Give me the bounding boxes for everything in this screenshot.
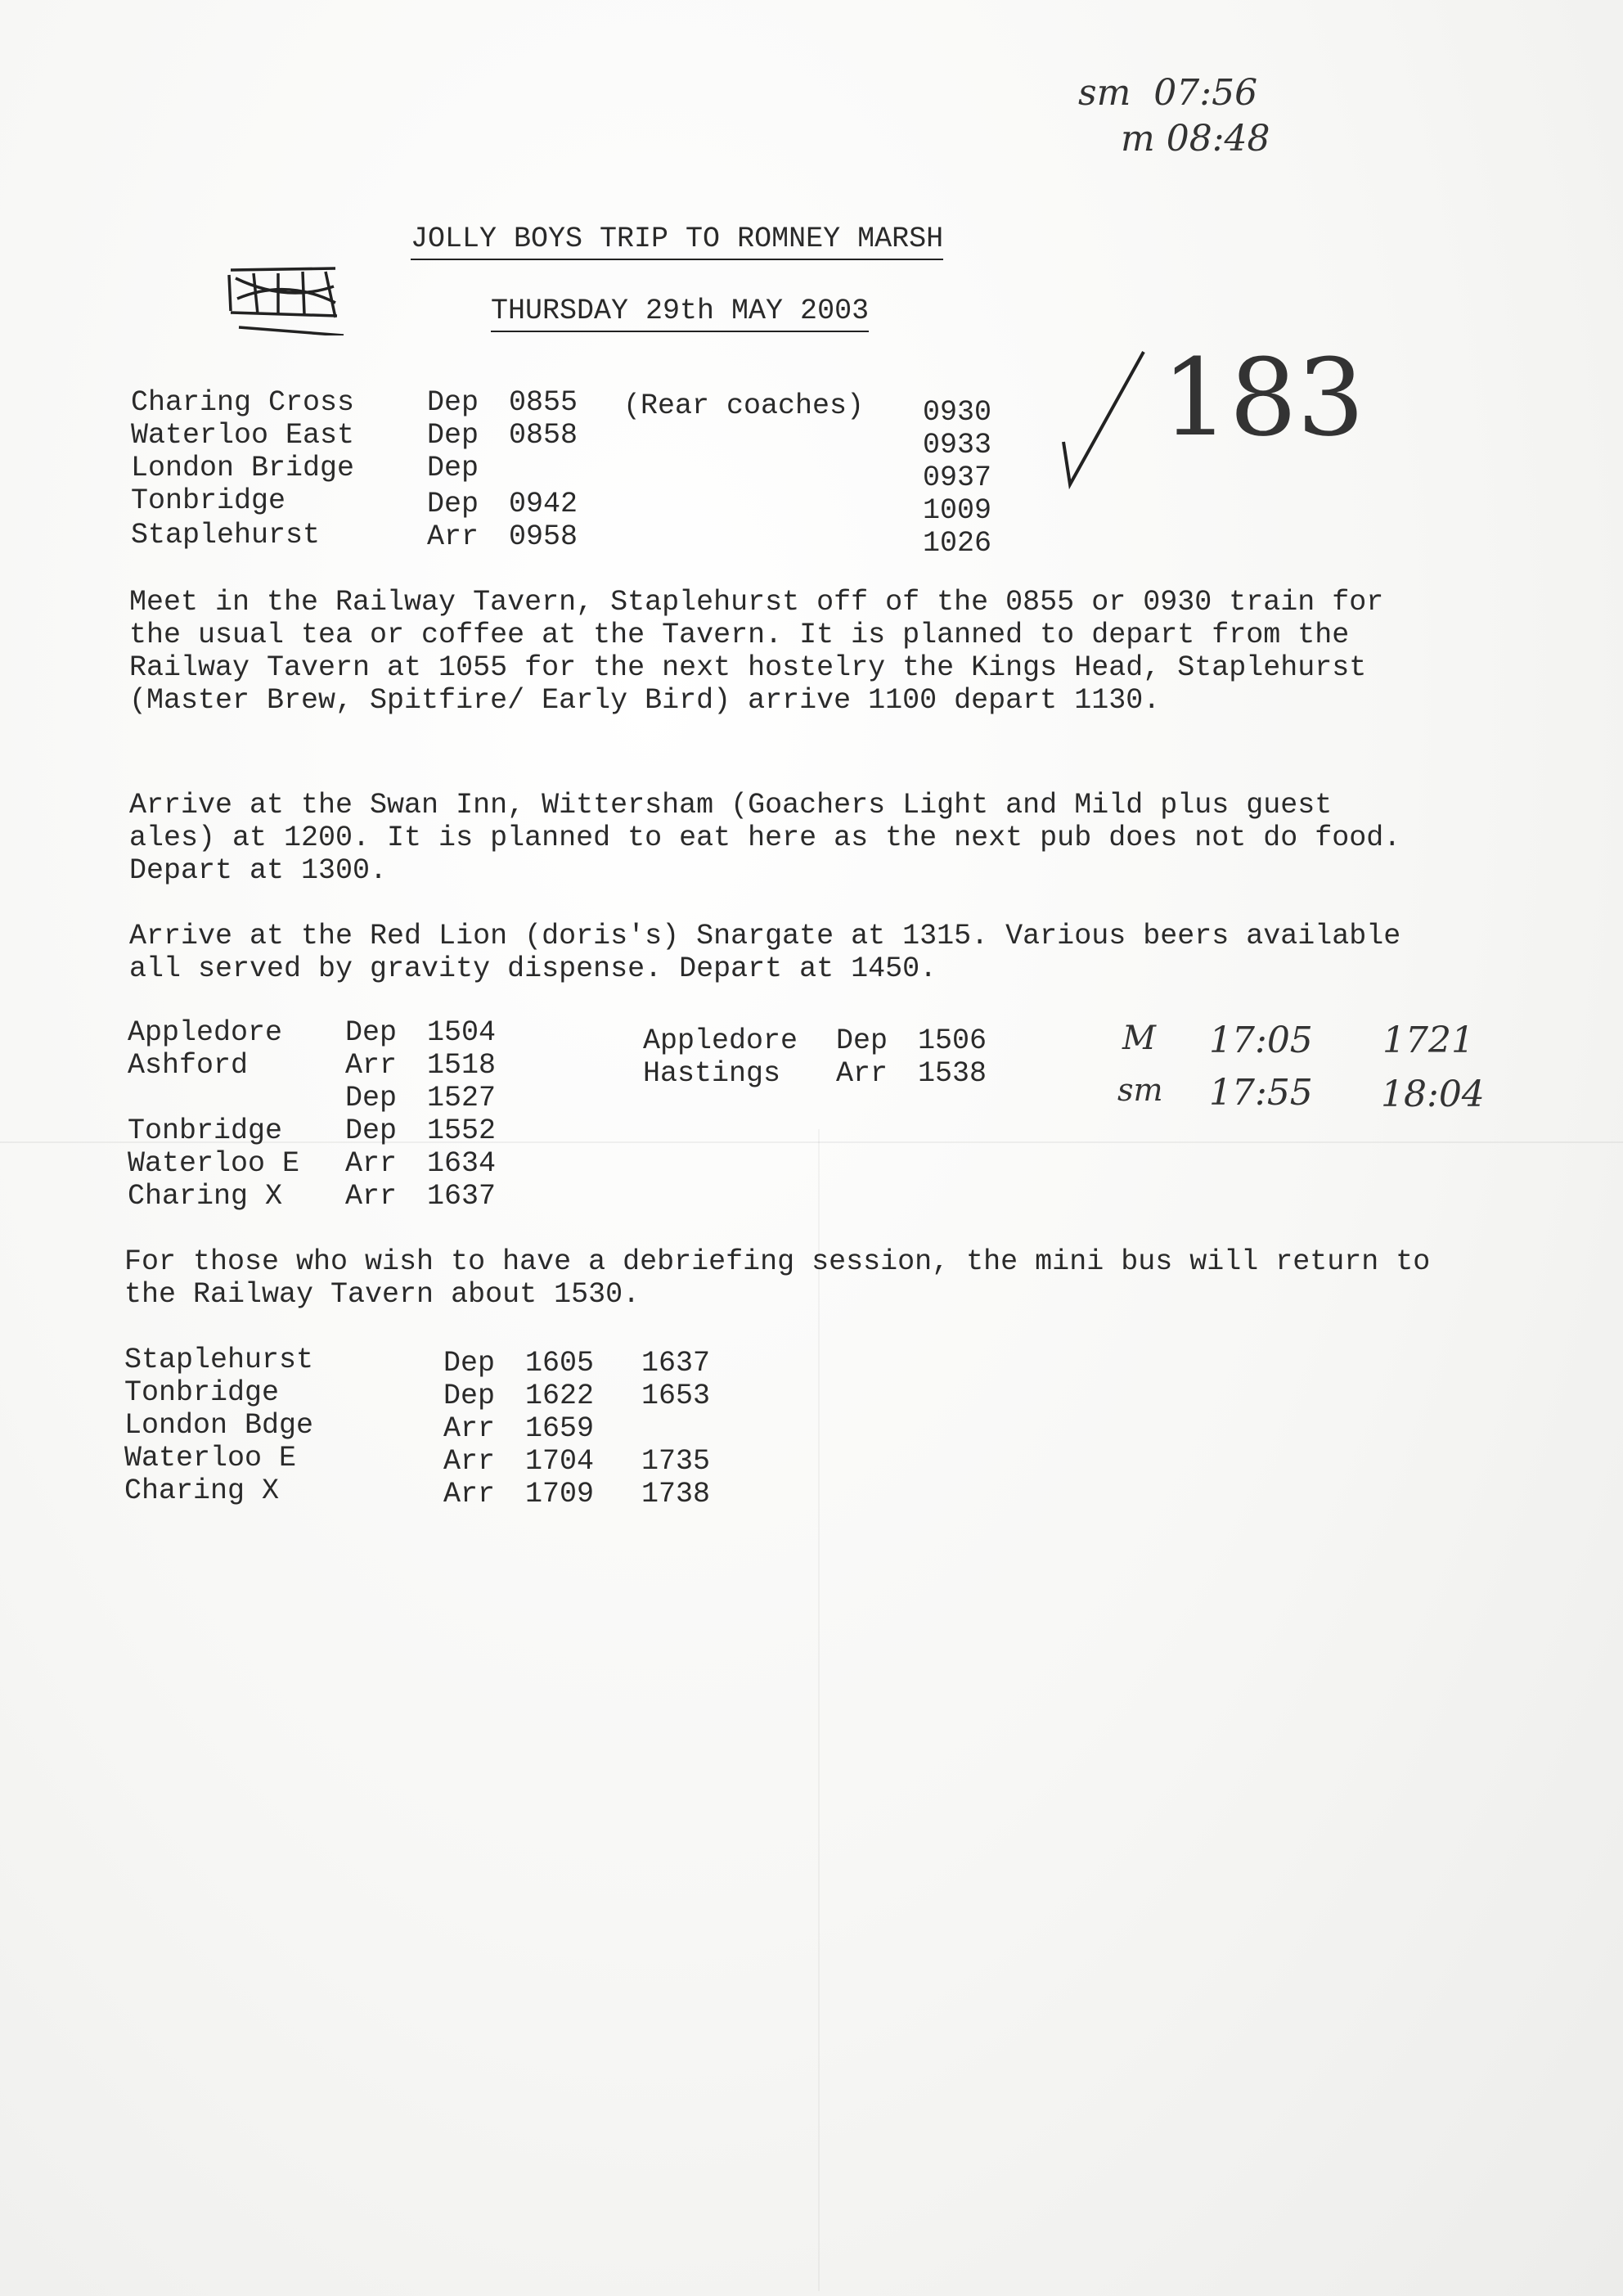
outbound-type: Arr (427, 520, 479, 553)
return-later-time: 1653 (641, 1380, 711, 1412)
outbound-later-time: 0937 (923, 461, 992, 494)
return-time: 1622 (525, 1380, 595, 1412)
outbound-time: 0942 (509, 488, 578, 520)
afternoon-type: Dep (345, 1114, 398, 1147)
afternoon-station: Ashford (128, 1049, 249, 1082)
afternoon-time: 1527 (427, 1082, 497, 1114)
return-station: Charing X (124, 1474, 280, 1507)
paragraph-red-lion: Arrive at the Red Lion (doris's) Snargate at 1315. Various beers available all served by gravity dispense. Depart at 1450. (129, 920, 1401, 985)
afternoon-type: Dep (836, 1024, 888, 1057)
outbound-type: Dep (427, 386, 479, 419)
paragraph-debriefing: For those who wish to have a debriefing session, the mini bus will return to the Railway Tavern about 1530. (124, 1245, 1431, 1311)
handwritten-sm-time-2: 18:04 (1381, 1074, 1485, 1115)
return-time: 1659 (525, 1412, 595, 1445)
afternoon-type: Arr (345, 1049, 398, 1082)
return-station: Staplehurst (124, 1344, 314, 1376)
return-type: Arr (443, 1412, 496, 1445)
handwritten-sm-time: sm 07:56 (1078, 72, 1258, 114)
outbound-later-time: 0930 (923, 396, 992, 429)
afternoon-type: Dep (345, 1016, 398, 1049)
afternoon-station: Charing X (128, 1180, 283, 1213)
afternoon-type: Dep (345, 1082, 398, 1114)
handwritten-sm-label: sm (1117, 1072, 1163, 1108)
paragraph-meet: Meet in the Railway Tavern, Staplehurst off of the 0855 or 0930 train for the usual tea or coffee at the Tavern. It is planned to depart from the Railway Tavern at 1055 for the next hostelry the Kings Head, Staplehurst (Master Brew, Spitfire/ Early Bird) arrive 1100 depart 1130. (129, 586, 1384, 717)
afternoon-station: Hastings (643, 1057, 781, 1090)
return-type: Dep (443, 1347, 496, 1380)
return-station: London Bdge (124, 1409, 314, 1442)
afternoon-time: 1506 (918, 1024, 987, 1057)
outbound-later-time: 1009 (923, 494, 992, 527)
handwritten-check-icon (1055, 344, 1153, 499)
afternoon-station: Appledore (643, 1024, 798, 1057)
afternoon-type: Arr (345, 1180, 398, 1213)
outbound-type: Dep (427, 419, 479, 452)
outbound-station: Tonbridge (131, 484, 286, 517)
handwritten-big-number: 183 (1162, 335, 1365, 460)
document-date: THURSDAY 29th MAY 2003 (491, 295, 869, 332)
outbound-station: Staplehurst (131, 519, 321, 551)
handwritten-m-time-2: 1721 (1382, 1020, 1474, 1061)
outbound-time: 0855 (509, 386, 578, 419)
handwritten-m-time: 17:05 (1209, 1020, 1313, 1061)
afternoon-station: Tonbridge (128, 1114, 283, 1147)
afternoon-type: Arr (836, 1057, 888, 1090)
outbound-station: London Bridge (131, 452, 355, 484)
return-station: Waterloo E (124, 1442, 297, 1474)
return-later-time: 1738 (641, 1478, 711, 1510)
return-time: 1605 (525, 1347, 595, 1380)
return-time: 1709 (525, 1478, 595, 1510)
outbound-note: (Rear coaches) (623, 389, 865, 422)
outbound-type: Dep (427, 488, 479, 520)
afternoon-time: 1634 (427, 1147, 497, 1180)
outbound-later-time: 0933 (923, 429, 992, 461)
document-title: JOLLY BOYS TRIP TO ROMNEY MARSH (411, 223, 943, 260)
afternoon-time: 1518 (427, 1049, 497, 1082)
outbound-time: 0958 (509, 520, 578, 553)
handwritten-m-label: M (1122, 1020, 1156, 1057)
outbound-type: Dep (427, 452, 479, 484)
return-type: Arr (443, 1445, 496, 1478)
outbound-time: 0858 (509, 419, 578, 452)
return-type: Arr (443, 1478, 496, 1510)
afternoon-time: 1552 (427, 1114, 497, 1147)
afternoon-station: Waterloo E (128, 1147, 300, 1180)
afternoon-type: Arr (345, 1147, 398, 1180)
outbound-station: Charing Cross (131, 386, 355, 419)
return-later-time: 1735 (641, 1445, 711, 1478)
return-later-time: 1637 (641, 1347, 711, 1380)
handwritten-m-time: m 08:48 (1121, 118, 1270, 160)
afternoon-station: Appledore (128, 1016, 283, 1049)
afternoon-time: 1637 (427, 1180, 497, 1213)
return-type: Dep (443, 1380, 496, 1412)
outbound-station: Waterloo East (131, 419, 355, 452)
scribble-mark-icon (221, 254, 352, 335)
afternoon-time: 1504 (427, 1016, 497, 1049)
handwritten-sm-time: 17:55 (1209, 1072, 1313, 1114)
paragraph-swan-inn: Arrive at the Swan Inn, Wittersham (Goachers Light and Mild plus guest ales) at 1200. It is planned to eat here as the next pub does not do food. Depart at 1300. (129, 789, 1401, 887)
return-station: Tonbridge (124, 1376, 280, 1409)
afternoon-time: 1538 (918, 1057, 987, 1090)
return-time: 1704 (525, 1445, 595, 1478)
outbound-later-time: 1026 (923, 527, 992, 560)
